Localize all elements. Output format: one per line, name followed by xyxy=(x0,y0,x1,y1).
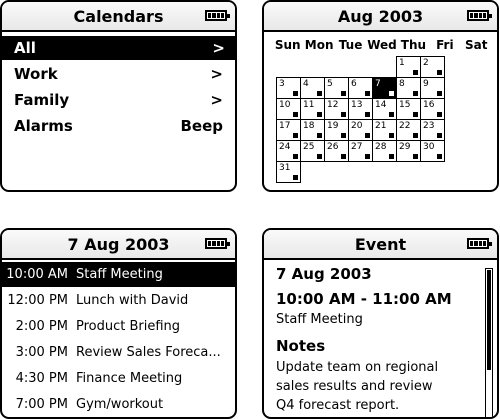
calendar-day-number: 23 xyxy=(423,121,435,131)
calendar-day[interactable] xyxy=(324,77,349,99)
event-title-bar xyxy=(264,230,497,260)
calendar-empty-cell xyxy=(276,56,301,78)
event-marker-icon xyxy=(389,154,394,159)
calendar-day-number: 31 xyxy=(279,163,291,173)
calendar-day[interactable] xyxy=(324,119,349,141)
calendar-day[interactable] xyxy=(348,140,373,162)
menu-item-work[interactable] xyxy=(8,62,229,86)
alarm-setting-value: Beep xyxy=(180,117,223,135)
menu-item-family[interactable] xyxy=(8,88,229,112)
event-marker-icon xyxy=(293,91,298,96)
calendar-day[interactable] xyxy=(420,119,445,141)
calendar-day-number: 9 xyxy=(423,79,429,89)
calendar-day[interactable] xyxy=(276,77,301,99)
event-marker-icon xyxy=(293,154,298,159)
calendar-empty-cell xyxy=(324,56,349,78)
calendar-day[interactable] xyxy=(372,119,397,141)
event-marker-icon xyxy=(389,133,394,138)
event-marker-icon xyxy=(413,70,418,75)
event-marker-icon xyxy=(413,154,418,159)
calendar-day-number: 19 xyxy=(327,121,339,131)
calendar-day[interactable] xyxy=(420,140,445,162)
event-time: 12:00 PM xyxy=(7,293,68,308)
notes-line: Q4 forecast report. xyxy=(276,398,400,413)
calendar-day[interactable] xyxy=(396,56,421,78)
calendar-day[interactable] xyxy=(396,140,421,162)
event-marker-icon xyxy=(293,133,298,138)
day-title: 7 Aug 2003 xyxy=(67,234,170,254)
calendar-day-number: 20 xyxy=(351,121,363,131)
notes-line: sales results and review xyxy=(276,379,433,394)
event-title: Gym/workout xyxy=(76,397,164,412)
notes-heading: Notes xyxy=(276,337,326,355)
calendar-day-number: 10 xyxy=(279,100,291,110)
menu-item-label: Alarms xyxy=(14,117,73,135)
calendar-day-number: 24 xyxy=(279,142,291,152)
event-row[interactable] xyxy=(2,366,235,391)
calendar-day[interactable] xyxy=(372,140,397,162)
calendar-day-number: 1 xyxy=(399,58,405,68)
battery-icon xyxy=(467,238,489,249)
month-title-bar xyxy=(264,2,497,32)
month-title: Aug 2003 xyxy=(337,6,424,26)
menu-item-all[interactable] xyxy=(2,36,235,60)
weekday-header: Tue xyxy=(338,38,363,52)
event-row[interactable] xyxy=(2,340,235,365)
event-marker-icon xyxy=(317,112,322,117)
calendar-day-number: 22 xyxy=(399,121,411,131)
calendar-day[interactable] xyxy=(420,56,445,78)
event-row[interactable] xyxy=(2,314,235,339)
weekday-header: Thu xyxy=(400,38,427,52)
calendar-day[interactable] xyxy=(348,98,373,120)
event-marker-icon xyxy=(437,133,442,138)
calendar-empty-cell xyxy=(348,56,373,78)
month-screen xyxy=(262,0,499,192)
calendar-day[interactable] xyxy=(276,161,301,183)
event-screen xyxy=(262,228,499,419)
calendar-day-number: 14 xyxy=(375,100,387,110)
event-marker-icon xyxy=(317,133,322,138)
calendar-day-number: 11 xyxy=(303,100,315,110)
calendars-title-bar xyxy=(2,2,235,32)
calendar-day[interactable] xyxy=(396,98,421,120)
event-title: Staff Meeting xyxy=(76,267,163,282)
calendar-day-number: 12 xyxy=(327,100,339,110)
calendar-day-number: 13 xyxy=(351,100,363,110)
event-marker-icon xyxy=(293,175,298,180)
weekday-headers xyxy=(272,38,492,56)
calendar-empty-cell xyxy=(300,56,325,78)
event-marker-icon xyxy=(317,154,322,159)
event-time: 2:00 PM xyxy=(15,319,68,334)
event-marker-icon xyxy=(317,91,322,96)
calendar-day-number: 28 xyxy=(375,142,387,152)
calendar-day-number: 26 xyxy=(327,142,339,152)
event-marker-icon xyxy=(437,112,442,117)
battery-icon xyxy=(467,10,489,21)
event-marker-icon xyxy=(341,154,346,159)
event-marker-icon xyxy=(437,154,442,159)
calendars-title: Calendars xyxy=(73,6,164,26)
scrollbar[interactable] xyxy=(485,268,493,419)
chevron-right-icon: > xyxy=(210,91,223,109)
event-marker-icon xyxy=(389,112,394,117)
weekday-header: Wed xyxy=(367,38,397,52)
event-time: 7:00 PM xyxy=(15,397,68,412)
menu-item-label: Family xyxy=(14,91,70,109)
chevron-right-icon: > xyxy=(210,65,223,83)
event-marker-icon xyxy=(413,91,418,96)
calendar-day[interactable] xyxy=(300,140,325,162)
calendar-day-number: 25 xyxy=(303,142,315,152)
calendars-screen xyxy=(0,0,237,192)
event-marker-icon xyxy=(341,133,346,138)
event-name: Staff Meeting xyxy=(276,312,363,327)
event-marker-icon xyxy=(341,91,346,96)
battery-icon xyxy=(205,238,227,249)
event-marker-icon xyxy=(341,112,346,117)
event-title: Product Briefing xyxy=(76,319,181,334)
calendar-day[interactable] xyxy=(420,98,445,120)
menu-item-label: Work xyxy=(14,65,58,83)
calendar-day-number: 2 xyxy=(423,58,429,68)
calendar-day-number: 6 xyxy=(351,79,357,89)
day-screen xyxy=(0,228,237,419)
calendar-day[interactable] xyxy=(396,77,421,99)
event-marker-icon xyxy=(293,112,298,117)
event-time: 3:00 PM xyxy=(15,345,68,360)
weekday-header: Sat xyxy=(465,38,488,52)
event-marker-icon xyxy=(389,91,394,96)
event-row[interactable] xyxy=(2,262,235,287)
menu-item-label: All xyxy=(14,39,36,57)
calendar-day[interactable] xyxy=(276,140,301,162)
calendar-day[interactable] xyxy=(300,77,325,99)
event-marker-icon xyxy=(413,133,418,138)
event-row[interactable] xyxy=(2,392,235,417)
calendar-day-today[interactable] xyxy=(372,77,397,99)
calendar-day-number: 17 xyxy=(279,121,291,131)
event-row[interactable] xyxy=(2,288,235,313)
scrollbar-thumb[interactable] xyxy=(487,270,491,370)
calendar-day-number: 7 xyxy=(375,79,381,89)
calendar-day-number: 27 xyxy=(351,142,363,152)
event-time-range: 10:00 AM - 11:00 AM xyxy=(276,290,452,308)
calendar-day-number: 3 xyxy=(279,79,285,89)
calendar-day-number: 21 xyxy=(375,121,387,131)
event-marker-icon xyxy=(365,154,370,159)
chevron-right-icon: > xyxy=(212,39,225,57)
event-marker-icon xyxy=(413,112,418,117)
menu-item-alarms[interactable] xyxy=(8,114,229,138)
day-title-bar xyxy=(2,230,235,260)
calendar-day[interactable] xyxy=(420,77,445,99)
calendar-day[interactable] xyxy=(324,140,349,162)
calendar-day-number: 15 xyxy=(399,100,411,110)
calendar-day[interactable] xyxy=(300,119,325,141)
calendar-day-number: 18 xyxy=(303,121,315,131)
event-title: Finance Meeting xyxy=(76,371,183,386)
calendar-day-number: 30 xyxy=(423,142,435,152)
calendar-day-number: 16 xyxy=(423,100,435,110)
calendar-day[interactable] xyxy=(372,98,397,120)
weekday-header: Mon xyxy=(304,38,334,52)
calendar-empty-cell xyxy=(372,56,397,78)
event-marker-icon xyxy=(365,133,370,138)
event-title: Lunch with David xyxy=(76,293,189,308)
calendar-day[interactable] xyxy=(276,98,301,120)
weekday-header: Fri xyxy=(436,38,454,52)
event-title: Review Sales Foreca... xyxy=(76,345,221,360)
event-time: 4:30 PM xyxy=(15,371,68,386)
event-marker-icon xyxy=(437,91,442,96)
calendar-day-number: 4 xyxy=(303,79,309,89)
event-date: 7 Aug 2003 xyxy=(276,265,372,283)
calendar-day-number: 8 xyxy=(399,79,405,89)
calendar-day[interactable] xyxy=(276,119,301,141)
calendar-day-number: 29 xyxy=(399,142,411,152)
event-marker-icon xyxy=(437,70,442,75)
calendar-day[interactable] xyxy=(348,77,373,99)
battery-icon xyxy=(205,10,227,21)
calendar-grid xyxy=(277,57,445,183)
event-screen-title: Event xyxy=(354,234,407,254)
calendar-day[interactable] xyxy=(396,119,421,141)
calendar-day[interactable] xyxy=(300,98,325,120)
calendar-day[interactable] xyxy=(348,119,373,141)
event-time: 10:00 AM xyxy=(6,267,68,282)
calendar-day[interactable] xyxy=(324,98,349,120)
notes-line: Update team on regional xyxy=(276,360,439,375)
event-marker-icon xyxy=(365,91,370,96)
weekday-header: Sun xyxy=(274,38,301,52)
calendar-day-number: 5 xyxy=(327,79,333,89)
event-marker-icon xyxy=(365,112,370,117)
